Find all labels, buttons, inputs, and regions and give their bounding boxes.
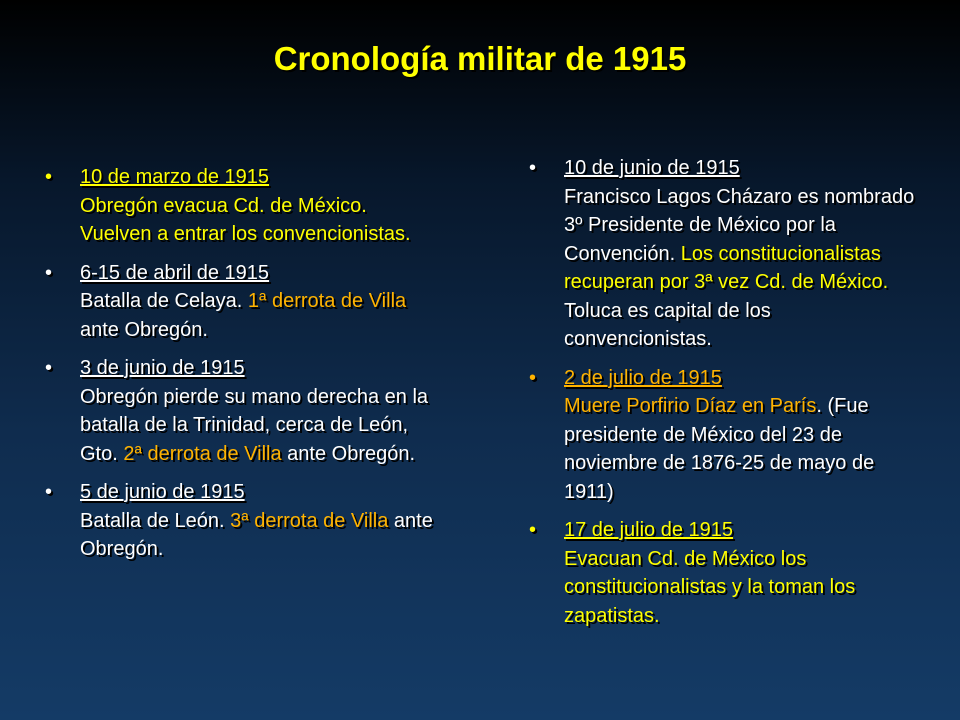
event-date: 3 de junio de 1915 bbox=[80, 357, 245, 379]
event-item-june-5 bbox=[44, 478, 434, 564]
event-item-june-10 bbox=[528, 154, 918, 354]
bullet-icon: • bbox=[529, 157, 537, 179]
left-event-list bbox=[44, 163, 434, 574]
event-description: Batalla de Celaya. bbox=[80, 290, 248, 312]
event-description: Batalla de León. bbox=[80, 509, 231, 532]
bullet-icon: • bbox=[45, 481, 53, 503]
event-highlight: 2ª derrota de Villa bbox=[123, 442, 282, 465]
event-description: Francisco Lagos Cházaro es nombrado 3º Presidente de México por la Convención. bbox=[564, 185, 915, 265]
bullet-icon: • bbox=[45, 166, 53, 188]
event-date: 6-15 de abril de 1915 bbox=[80, 261, 270, 284]
event-date: 10 de marzo de 1915 bbox=[80, 166, 270, 188]
event-item-july-2 bbox=[528, 364, 918, 507]
event-description-end: Toluca es capital de los convencionistas. bbox=[564, 299, 771, 350]
event-highlight: 1ª derrota de Villa bbox=[247, 290, 407, 312]
right-event-list bbox=[528, 154, 918, 640]
event-description-end: ante Obregón. bbox=[80, 318, 208, 341]
event-date: 17 de julio de 1915 bbox=[564, 519, 734, 541]
event-date: 2 de julio de 1915 bbox=[564, 366, 722, 389]
event-highlight: 3ª derrota de Villa bbox=[230, 509, 389, 532]
event-highlight: Muere Porfirio Díaz en París bbox=[564, 395, 817, 417]
event-highlight: Los constitucionalistas recuperan por 3ª vez Cd. de México. bbox=[564, 242, 889, 293]
event-item-june-3 bbox=[44, 354, 434, 468]
bullet-icon: • bbox=[529, 366, 537, 389]
event-item-march-10 bbox=[44, 163, 434, 249]
event-description-end: . (Fue presidente de México del 23 de noviembre de 1876-25 de mayo de 1911) bbox=[564, 395, 875, 503]
event-date: 10 de junio de 1915 bbox=[564, 157, 740, 179]
bullet-icon: • bbox=[529, 519, 537, 541]
event-item-april-6-15 bbox=[44, 259, 434, 345]
bullet-icon: • bbox=[45, 357, 53, 379]
event-description-end: ante Obregón. bbox=[281, 442, 416, 465]
event-date: 5 de junio de 1915 bbox=[80, 481, 245, 503]
event-description: Obregón evacua Cd. de México. Vuelven a entrar los convencionistas. bbox=[80, 194, 411, 245]
event-description: Evacuan Cd. de México los constitucionalistas y la toman los zapatistas. bbox=[564, 547, 856, 627]
bullet-icon: • bbox=[45, 261, 53, 284]
event-description-end: ante Obregón. bbox=[80, 509, 433, 560]
event-item-july-17 bbox=[528, 516, 918, 630]
event-description: Obregón pierde su mano derecha en la batalla de la Trinidad, cerca de León, Gto. bbox=[80, 385, 429, 465]
slide-title: Cronología militar de 1915 bbox=[273, 40, 687, 77]
